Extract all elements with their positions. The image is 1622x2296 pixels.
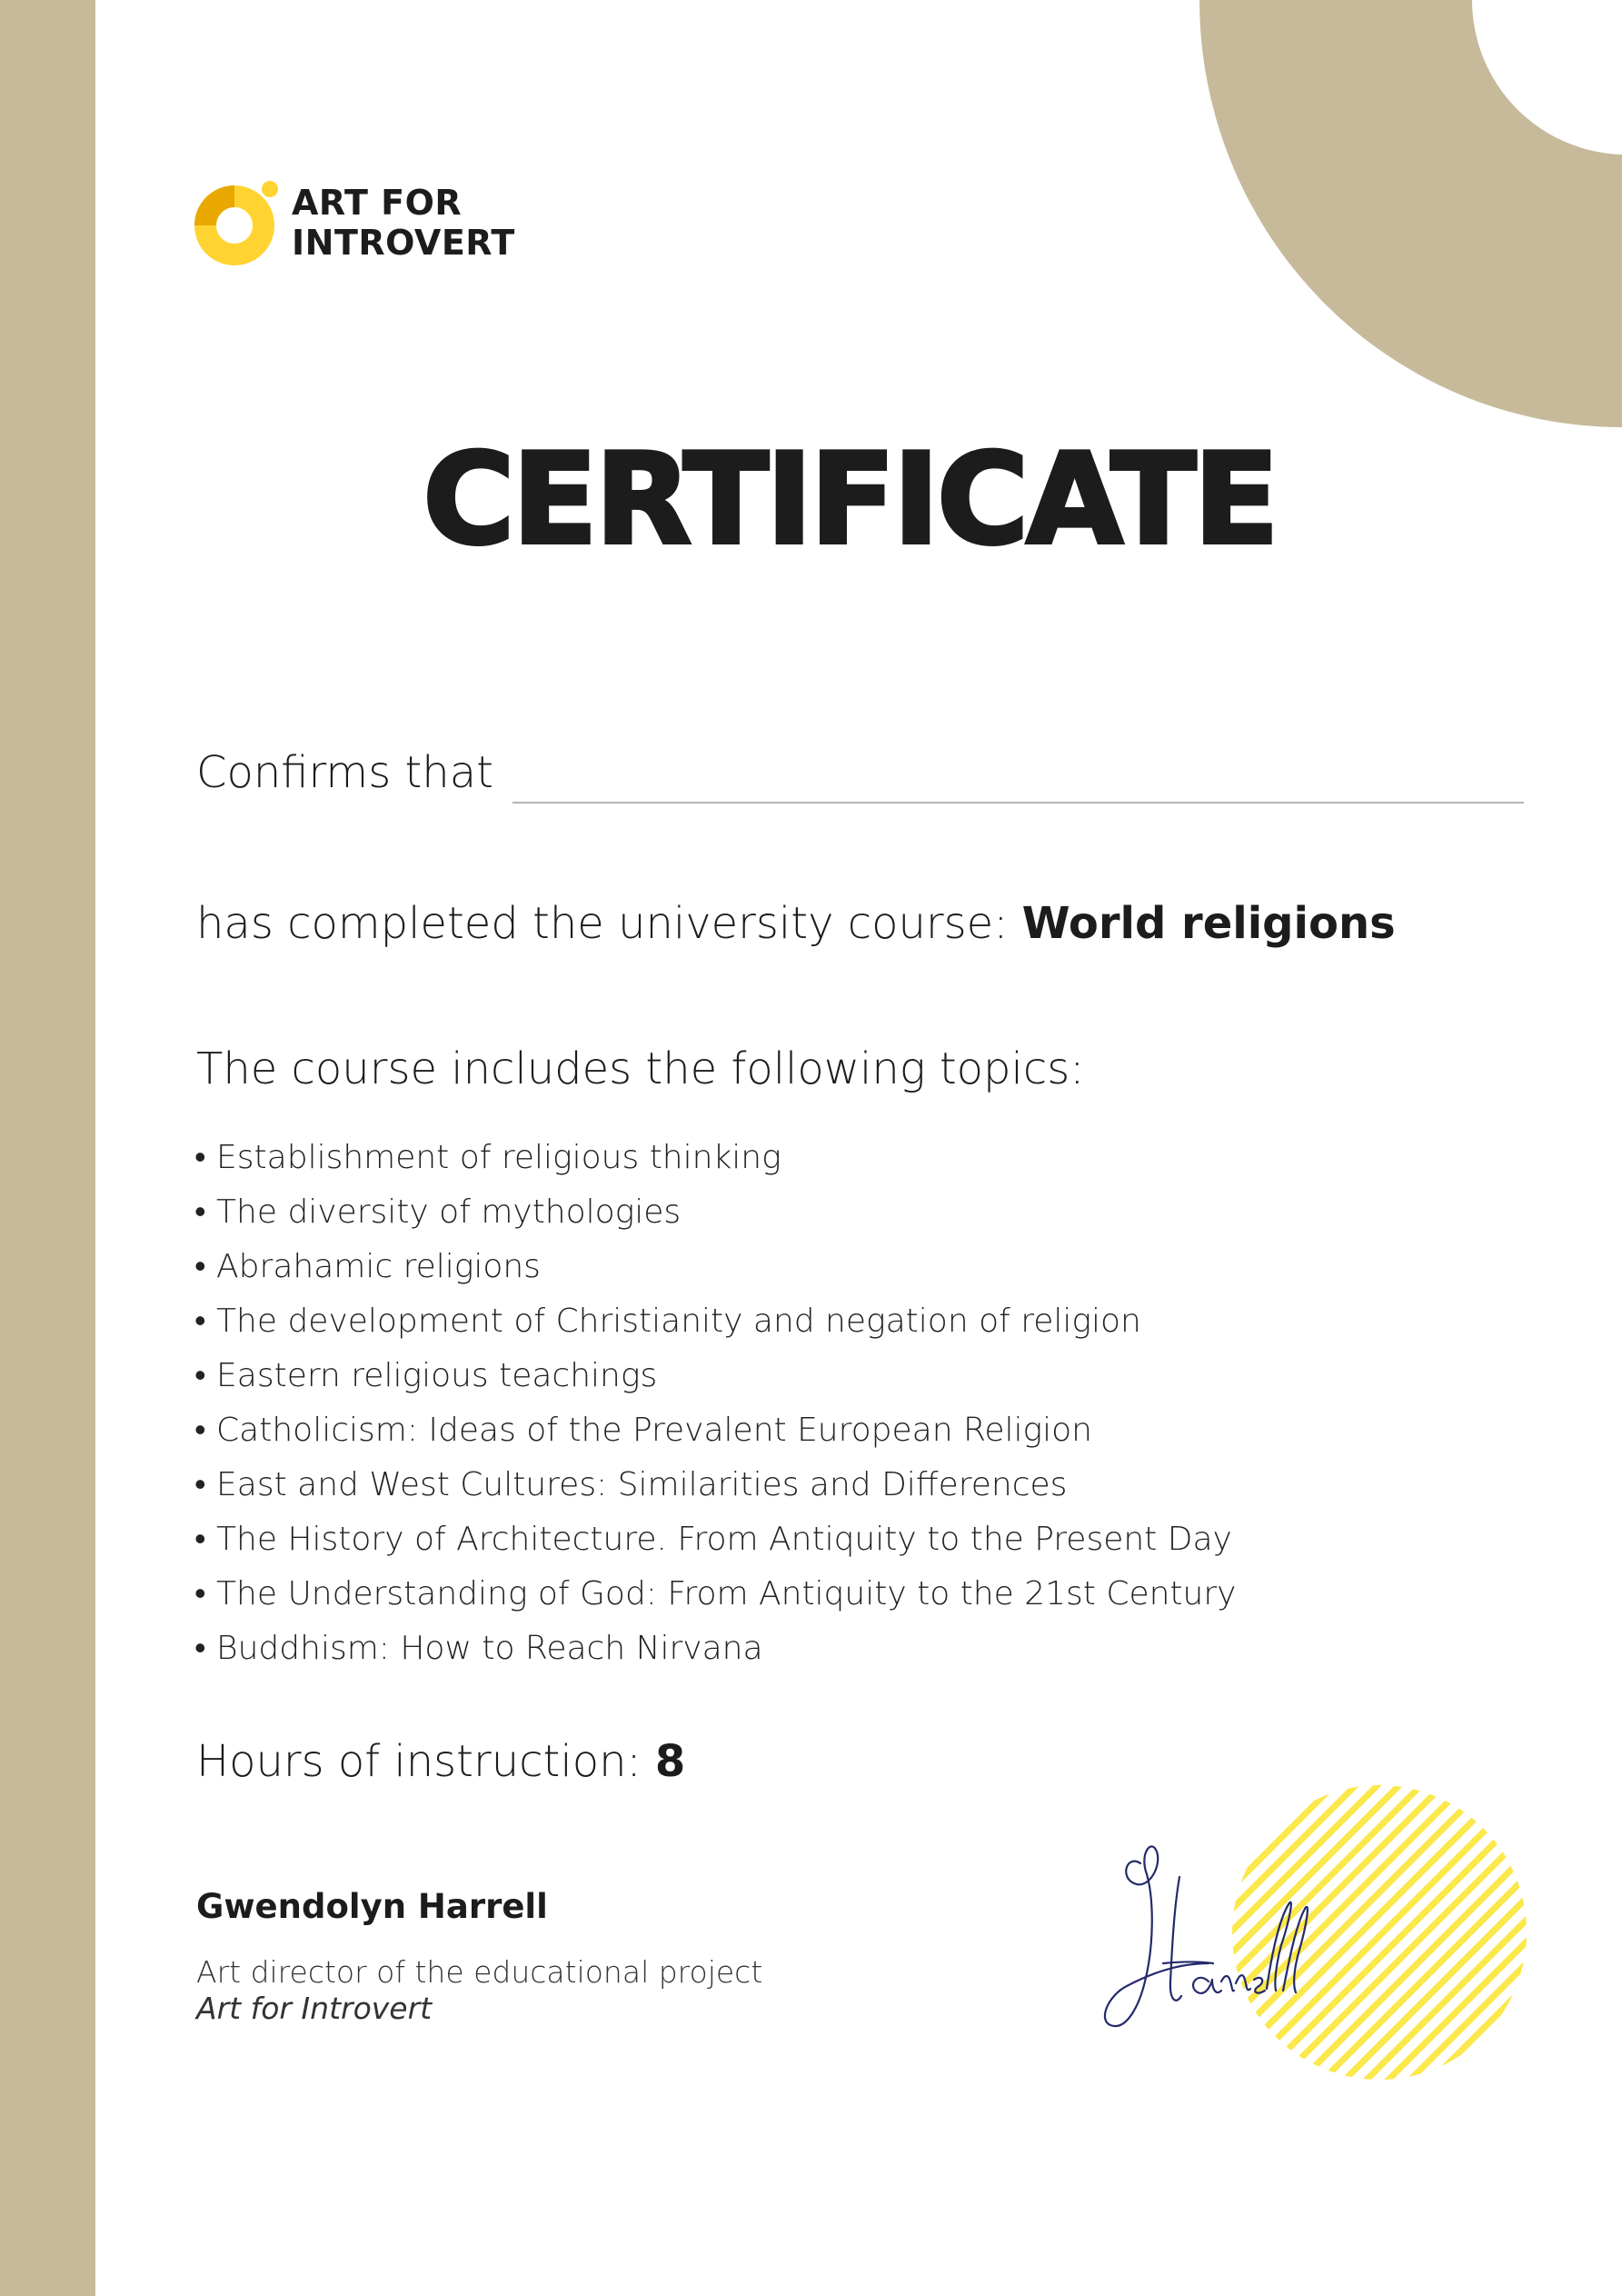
signer-role: Art director of the educational project bbox=[196, 1954, 763, 1990]
confirms-label: Confirms that bbox=[196, 747, 493, 798]
hours-label: Hours of instruction: bbox=[196, 1736, 642, 1787]
topic-item: • Catholicism: Ideas of the Prevalent European Religion bbox=[194, 1412, 1092, 1449]
recipient-name-line bbox=[512, 802, 1524, 804]
brand-wordmark bbox=[292, 183, 515, 263]
topic-item: • Establishment of religious thinking bbox=[194, 1139, 781, 1176]
handwritten-signature bbox=[1100, 1827, 1327, 2036]
topics-list bbox=[194, 1131, 1236, 1676]
certificate-title bbox=[95, 427, 1622, 573]
topic-item: • The History of Architecture. From Antiquity to the Present Day bbox=[194, 1521, 1232, 1558]
certificate-title-text: CERTIFICATE bbox=[423, 426, 1277, 573]
hours-of-instruction bbox=[196, 1736, 685, 1787]
course-name: World religions bbox=[1021, 898, 1396, 949]
signer-project: Art for Introvert bbox=[196, 1991, 433, 2026]
topic-item: • The diversity of mythologies bbox=[194, 1193, 682, 1231]
brand-logo bbox=[194, 180, 515, 265]
completion-prefix: has completed the university course: bbox=[196, 898, 1009, 949]
brand-line-1: ART FOR bbox=[292, 183, 463, 223]
signer-name: Gwendolyn Harrell bbox=[196, 1887, 548, 1926]
topic-item: • The Understanding of God: From Antiquity to the 21st Century bbox=[194, 1575, 1237, 1612]
brand-line-2: INTROVERT bbox=[292, 223, 515, 263]
signer-role-block bbox=[196, 1954, 762, 2027]
course-completion-line bbox=[196, 898, 1396, 949]
topic-item: • East and West Cultures: Similarities and Differences bbox=[194, 1466, 1068, 1503]
topic-item: • Buddhism: How to Reach Nirvana bbox=[194, 1630, 763, 1667]
topics-heading: The course includes the following topics: bbox=[196, 1043, 1085, 1094]
ring-logo-icon bbox=[194, 180, 280, 265]
hours-value: 8 bbox=[654, 1736, 686, 1787]
corner-arc-decoration bbox=[1199, 0, 1622, 427]
topic-item: • Abrahamic religions bbox=[194, 1248, 541, 1285]
topic-item: • Eastern religious teachings bbox=[194, 1357, 658, 1394]
topic-item: • The development of Christianity and negation of religion bbox=[194, 1303, 1141, 1340]
side-accent-bar bbox=[0, 0, 95, 2296]
